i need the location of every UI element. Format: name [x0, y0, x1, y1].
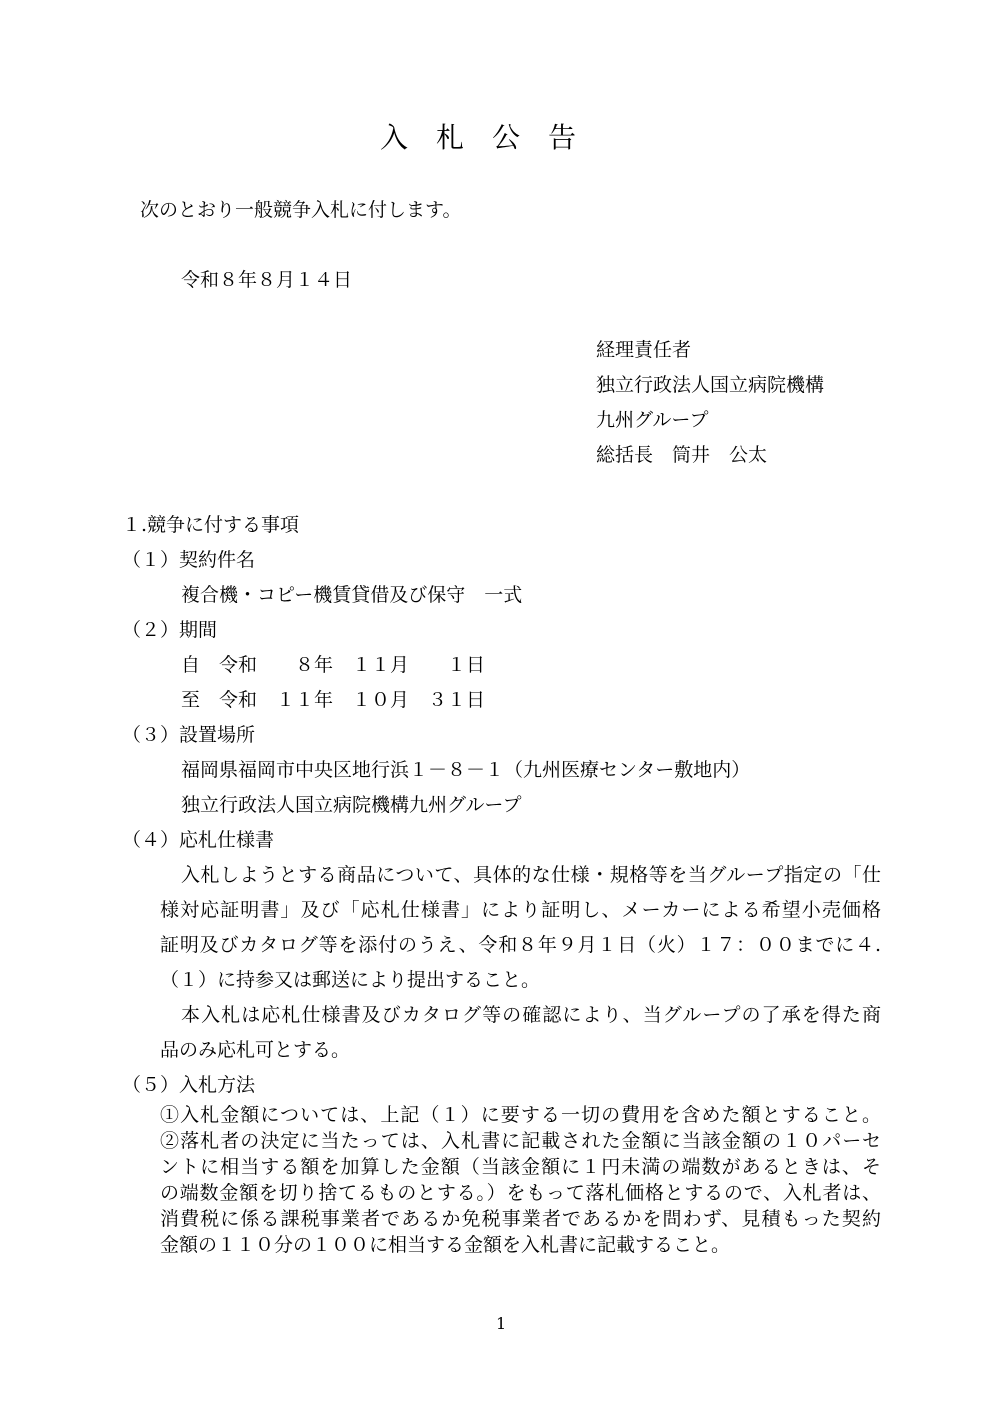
page-number: 1: [496, 1314, 507, 1333]
issuer-line-4: 総括長 筒井 公太: [596, 444, 768, 466]
issuer-line-2: 独立行政法人国立病院機構: [596, 374, 825, 396]
spec-paragraph-1-line-1: 入札しようとする商品について、具体的な仕様・規格等を当グループ指定の「仕: [181, 864, 881, 886]
period-from: 自 令和 ８年 １１月 １日: [181, 654, 486, 676]
spec-paragraph-2-line-1: 本入札は応札仕様書及びカタログ等の確認により、当グループの了承を得た商: [181, 1004, 881, 1026]
intro-text: 次のとおり一般競争入札に付します。: [140, 199, 462, 221]
item-3-heading: （３）設置場所: [122, 724, 256, 746]
bid-method-line-5: 消費税に係る課税事業者であるか免税事業者であるかを問わず、見積もった契約: [160, 1208, 881, 1230]
bid-method-line-6: 金額の１１０分の１００に相当する金額を入札書に記載すること。: [160, 1234, 731, 1256]
period-to: 至 令和 １１年 １０月 ３１日: [181, 689, 486, 711]
notice-date: 令和８年８月１４日: [181, 269, 353, 291]
section-1-heading: １.競争に付する事項: [122, 514, 300, 536]
contract-name: 複合機・コピー機賃貸借及び保守 一式: [181, 584, 523, 606]
item-5-heading: （５）入札方法: [122, 1074, 256, 1096]
bid-method-line-1: ①入札金額については、上記（１）に要する一切の費用を含めた額とすること。: [160, 1104, 881, 1126]
bid-method-line-2: ②落札者の決定に当たっては、入札書に記載された金額に当該金額の１０パーセ: [160, 1130, 881, 1152]
item-4-heading: （４）応札仕様書: [122, 829, 275, 851]
bid-method-line-3: ントに相当する額を加算した金額（当該金額に１円未満の端数があるときは、そ: [160, 1156, 881, 1178]
spec-paragraph-1-line-3: 証明及びカタログ等を添付のうえ、令和８年９月１日（火）１７：００までに４.: [160, 934, 881, 956]
issuer-line-1: 経理責任者: [596, 339, 692, 361]
spec-paragraph-1-line-4: （１）に持参又は郵送により提出すること。: [160, 969, 541, 991]
location-line-1: 福岡県福岡市中央区地行浜１－８－１（九州医療センター敷地内）: [181, 759, 751, 781]
page-title: 入 札 公 告: [380, 121, 577, 154]
issuer-line-3: 九州グループ: [596, 409, 709, 431]
spec-paragraph-1-line-2: 様対応証明書」及び「応札仕様書」により証明し、メーカーによる希望小売価格: [160, 899, 881, 921]
bid-method-line-4: の端数金額を切り捨てるものとする。）をもって落札価格とするので、入札者は、: [160, 1182, 881, 1204]
location-line-2: 独立行政法人国立病院機構九州グループ: [181, 794, 522, 816]
item-2-heading: （２）期間: [122, 619, 218, 641]
spec-paragraph-2-line-2: 品のみ応札可とする。: [160, 1039, 351, 1061]
item-1-heading: （１）契約件名: [122, 549, 256, 571]
